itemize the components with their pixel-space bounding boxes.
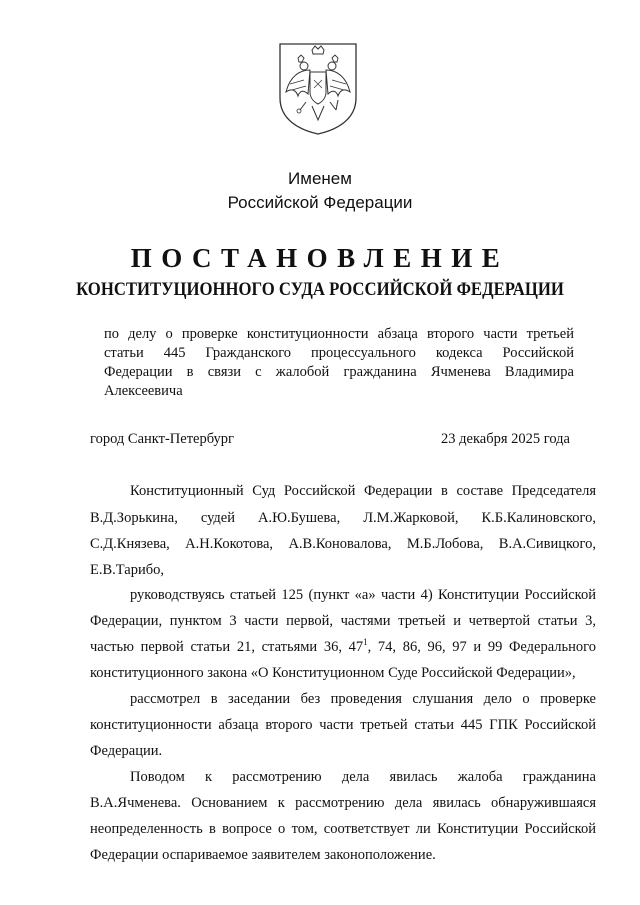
body-line: Федерации оспариваемое заявителем законоположение.	[90, 847, 436, 863]
header-line-1: Именем	[288, 169, 352, 188]
body-line: неопределенность в вопросе о том, соответствует ли Конституции Российской	[90, 821, 596, 837]
body-line: Федерации, пунктом 3 части первой, частями третьей и четвертой статьи 3,	[90, 613, 596, 629]
body-line: Поводом к рассмотрению дела явилась жалоба гражданина	[130, 769, 596, 785]
body-line: Конституционный Суд Российской Федерации в составе Председателя	[130, 483, 596, 499]
body-line: В.А.Ячменева. Основанием к рассмотрению дела явилась обнаружившаяся	[90, 795, 596, 811]
body-line: руководствуясь статьей 125 (пункт «а» части 4) Конституции Российской	[130, 587, 596, 603]
date: 23 декабря 2025 года	[441, 431, 570, 447]
document-title: ПОСТАНОВЛЕНИЕ	[130, 243, 510, 273]
body-line: частью первой статьи 21, статьями 36, $47^1$, 74, 86, 96, 97 и 99 Федерального	[90, 637, 596, 655]
header-line-2: Российской Федерации	[227, 193, 413, 212]
case-line: статьи 445 Гражданского процессуального кодекса Российской	[104, 345, 574, 361]
body-line: Федерации.	[90, 743, 163, 759]
body-line: рассмотрел в заседании без проведения слушания дело о проверке	[130, 691, 596, 707]
body-line: конституционного закона «О Конституционном Суде Российской Федерации»,	[90, 665, 576, 681]
body-line: Е.В.Тарибо,	[90, 562, 164, 578]
case-line: Федерации в связи с жалобой гражданина Ячменева Владимира	[104, 364, 574, 380]
document-subtitle: КОНСТИТУЦИОННОГО СУДА РОССИЙСКОЙ ФЕДЕРАЦИИ	[76, 279, 564, 300]
body-line: конституционности абзаца второго части третьей статьи 445 ГПК Российской	[90, 717, 596, 733]
coat-of-arms-emblem	[274, 40, 362, 136]
body-line: С.Д.Князева, А.Н.Кокотова, А.В.Коновалова, М.Б.Лобова, В.А.Сивицкого,	[90, 536, 596, 552]
place: город Санкт-Петербург	[90, 431, 235, 447]
case-line: по делу о проверке конституционности абзаца второго части третьей	[104, 326, 574, 342]
body-line: В.Д.Зорькина, судей А.Ю.Бушева, Л.М.Жарковой, К.Б.Калиновского,	[90, 510, 596, 526]
case-description	[104, 325, 574, 401]
case-line: Алексеевича	[104, 383, 183, 399]
